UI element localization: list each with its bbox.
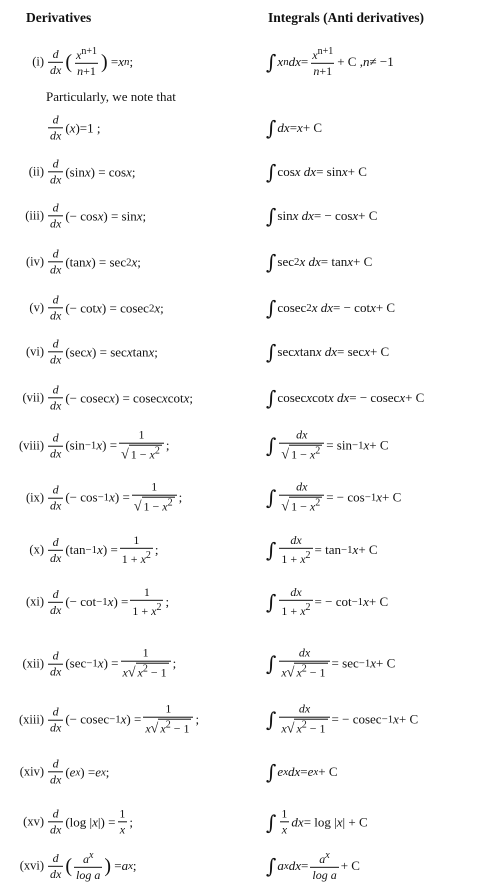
row-label: (iv) [25,254,44,269]
derivative-formula: d dx (sin −1 x ) = 1 √ $1 - x^2$ ; [50,427,170,463]
derivative-formula: d dx (tan −1 x ) = 1 $1 + x^2$ ; [50,532,159,566]
formula-row [0,644,479,684]
row-label: (xvi) [19,858,44,873]
integral-formula: ∫ x n dx = $x^{n+1}$ n+1 + C , n ≠ −1 [266,45,394,78]
row-label: (viii) [19,438,44,453]
integral-formula: ∫ cosec x cot x dx = − cosec x + C [266,386,425,410]
header-integrals: Integrals (Anti derivatives) [268,10,424,25]
integral-formula: ∫ dx $1 + x^2$ = − cot −1 x + C [266,584,389,618]
derivative-formula: d dx (tan x ) = sec 2 x ; [50,246,141,277]
derivative-formula: d dx (− cos x ) = sin x ; [50,200,147,231]
row-label: (xi) [25,594,44,609]
formula-row [0,478,479,518]
derivative-formula: d dx (log | x |) = 1 x ; [50,806,134,837]
formula-row [0,700,479,740]
integral-formula: ∫ a x dx = $a^x$ log a + C [266,849,360,882]
formula-row [0,42,479,82]
row-label: (vi) [25,344,44,359]
derivative-formula: d dx ( x )=1 ; [50,112,101,143]
integral-formula: ∫ dx √ $1 - x^2$ = sin −1 x + C [266,427,389,463]
integral-formula: ∫ 1 x dx = log | x | + C [266,806,368,837]
derivative-formula: d dx ( $a^x$ log a ) = a x ; [50,849,137,882]
row-label: (ix) [25,490,44,505]
derivative-formula: d dx (− cos −1 x ) = 1 √ $1 - x^2$ ; [50,479,183,515]
integral-formula: ∫ dx √ $1 - x^2$ = − cos −1 x + C [266,479,402,515]
row-label: (xiv) [19,764,44,779]
formula-row [0,752,479,792]
formula-row [0,108,479,148]
formula-row [0,242,479,282]
integral-formula: ∫ sin x dx = − cos x + C [266,204,378,228]
derivative-formula: d dx ( e x ) = e x ; [50,756,110,787]
row-label: (i) [32,54,44,69]
header-derivatives: Derivatives [26,10,92,25]
derivative-formula: d dx ( $x^{n+1}$ n+1 ) = x n ; [50,45,134,78]
formula-row [0,582,479,622]
note-text: Particularly, we note that [46,89,176,104]
row-label: (x) [29,542,44,557]
derivative-formula: d dx (− cot −1 x ) = 1 $1 + x^2$ ; [50,584,170,618]
formula-row [0,802,479,842]
derivative-formula: d dx (− cosec −1 x ) = 1 x√ $x^2 - 1$ ; [50,701,200,737]
row-label: (v) [29,300,44,315]
integral-formula: ∫ cos x dx = sin x + C [266,160,367,184]
formula-row [0,530,479,570]
derivative-formula: d dx (sin x ) = cos x ; [50,156,136,187]
derivative-formula: d dx (sec x ) = sec x tan x ; [50,336,158,367]
integral-formula: ∫ dx x√ $x^2 - 1$ = sec −1 x + C [266,645,396,681]
formula-row [0,846,479,886]
row-label: (vii) [22,390,44,405]
derivative-formula: d dx (− cosec x ) = cosec x cot x ; [50,382,193,413]
formula-row [0,378,479,418]
row-label: (ii) [28,164,44,179]
derivative-formula: d dx (− cot x ) = cosec 2 x ; [50,292,164,323]
integral-formula: ∫ sec x tan x dx = sec x + C [266,340,390,364]
integral-formula: ∫ cosec 2 x dx = − cot x + C [266,296,396,320]
row-label: (xv) [23,814,44,829]
formula-row [0,196,479,236]
integral-formula: ∫ dx $1 + x^2$ = tan −1 x + C [266,532,378,566]
row-label: (xii) [22,656,44,671]
integral-formula: ∫ e x dx = e x + C [266,760,338,784]
formula-row [0,288,479,328]
row-label: (xiii) [19,712,44,727]
integral-formula: ∫ dx = x + C [266,116,323,140]
integral-formula: ∫ dx x√ $x^2 - 1$ = − cosec −1 x + C [266,701,419,737]
formula-row [0,152,479,192]
formula-row [0,332,479,372]
integral-formula: ∫ sec 2 x dx = tan x + C [266,250,373,274]
formula-row [0,426,479,466]
derivative-formula: d dx (sec −1 x ) = 1 x√ $x^2 - 1$ ; [50,645,177,681]
row-label: (iii) [25,208,44,223]
